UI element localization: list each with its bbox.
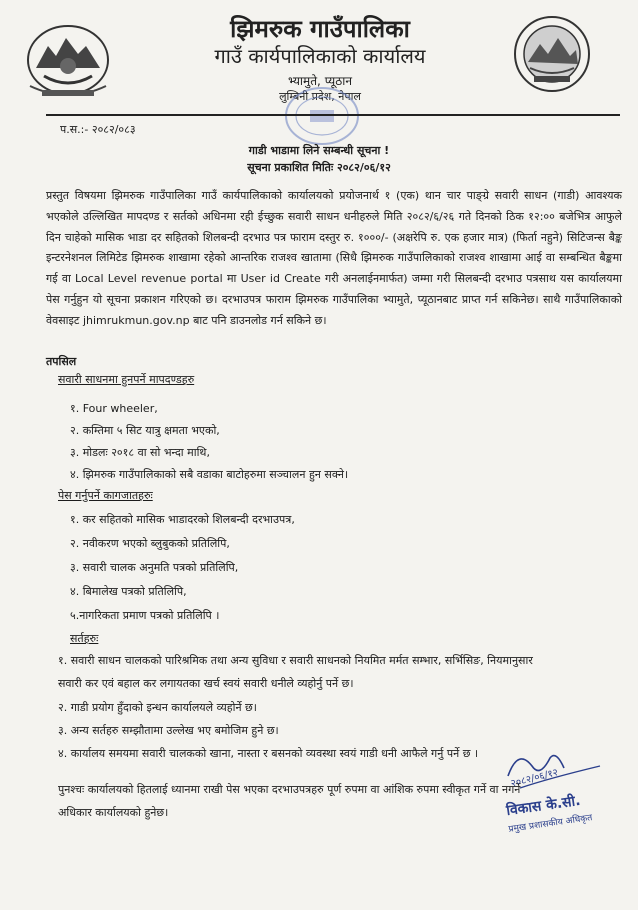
document-item: ५.नागरिकता प्रमाण पत्रको प्रतिलिपि । xyxy=(70,609,220,622)
signatory-designation: प्रमुख प्रशासकीय अधिकृत xyxy=(507,813,593,835)
header-divider xyxy=(46,114,620,116)
documents-heading: पेस गर्नुपर्ने कागजातहरुः xyxy=(58,489,153,502)
document-item: ३. सवारी चालक अनुमति पत्रको प्रतिलिपि, xyxy=(70,561,239,574)
header-subtitle: गाउँ कार्यपालिकाको कार्यालय xyxy=(214,44,426,68)
condition-item: १. सवारी साधन चालकको पारिश्रमिक तथा अन्य सुविधा र सवारी साधनको नियमित मर्मत सम्भार, सर्भिसिङ, नियमानुसार xyxy=(58,654,533,667)
criteria-item: १. Four wheeler, xyxy=(70,402,158,415)
header-place: भ्यामुते, प्यूठान xyxy=(287,74,353,88)
notice-title: गाडी भाडामा लिने सम्बन्धी सूचना ! xyxy=(248,144,390,157)
criteria-heading: सवारी साधनमा हुनपर्ने मापदण्डहरु xyxy=(58,373,195,386)
municipality-seal-icon xyxy=(512,14,592,94)
conditions-heading: सर्तहरुः xyxy=(70,632,99,645)
condition-item: ३. अन्य सर्तहरु सम्झौतामा उल्लेख भए बमोजिम हुने छ। xyxy=(58,724,279,737)
criteria-item: २. कम्तिमा ५ सिट यात्रु क्षमता भएको, xyxy=(70,424,220,437)
condition-item: २. गाडी प्रयोग हुँदाको इन्धन कार्यालयले व्यहोर्ने छ। xyxy=(58,701,257,714)
document-item: ४. बिमालेख पत्रको प्रतिलिपि, xyxy=(70,585,187,598)
signatory-name: विकास के.सी. xyxy=(505,792,582,820)
details-heading: तपसिल xyxy=(46,355,77,368)
reference-number: प.स.:- २०८२/०८३ xyxy=(60,123,136,136)
header-province: लुम्बिनी प्रदेश, नेपाल xyxy=(279,90,361,103)
condition-item: ४. कार्यालय समयमा सवारी चालकको खाना, नास्ता र बसनको व्यवस्था स्वयं गाडी धनी आफैले गर्नु पर्ने छ । xyxy=(58,747,479,760)
signature-date: २०८२/०६/१२ xyxy=(509,767,560,790)
condition-item-continued: सवारी कर एवं बहाल कर लगायतका खर्च स्वयं सवारी धनीले व्यहोर्नु पर्ने छ। xyxy=(58,677,354,690)
document-item: १. कर सहितको मासिक भाडादरको शिलबन्दी दरभाउपत्र, xyxy=(70,513,295,526)
header-title: झिमरुक गाउँपालिका xyxy=(230,15,410,43)
criteria-item: ३. मोडलः २०१८ वा सो भन्दा माथि, xyxy=(70,446,210,459)
closing-line: पुनश्चः कार्यालयको हितलाई ध्यानमा राखी पेस भएका दरभाउपत्रहरु पूर्ण रुपमा वा आंशिक रुपमा स्वीकृत गर्ने वा नगर्ने xyxy=(58,783,521,796)
office-stamp-icon xyxy=(282,84,362,148)
notice-date: सूचना प्रकाशित मितिः २०८२/०६/१२ xyxy=(247,161,391,174)
criteria-item: ४. झिमरुक गाउँपालिकाको सबै वडाका बाटोहरुमा सञ्चालन हुन सक्ने। xyxy=(70,468,349,481)
closing-line: अधिकार कार्यालयको हुनेछ। xyxy=(58,806,169,819)
body-paragraph: प्रस्तुत विषयमा झिमरुक गाउँपालिका गाउँ कार्यपालिकाको कार्यालयको प्रयोजनार्थ १ (एक) थान चार पाङ्ग्रे सवारी साधन (गाडी) आवश्यक भएकोले उल्लिखित मापदण्ड र सर्तको अधिनमा रही ईच्छुक सवारी साधन धनीहरुले मिति २०८२/६/२६ गते दिनको ठिक १२:०० बजेभित्र आफुले दिन चाहेको मासिक भाडा दर सहितको शिलबन्दी दरभाउ पत्र फाराम दस्तुर रु. १०००/- (अक्षरेपि रु. एक हजार मात्र) (फिर्ता नहुने) सिटिजन्स बैङ्क इन्टरनेशनल लिमिटेड झिमरुक शाखामा रहेको आन्तरिक राजश्व खातामा (सिधै झिमरुक गाउँपालिकाको राजश्व शाखामा आई वा सम्बन्धित बैङ्कमा गई वा Local Level revenue portal मा User id Create गरी अनलाईनमार्फत) जम्मा गरी सिलबन्दी दरभाउ पत्रसाथ यस कार्यालयमा पेस गर्नुहुन यो सूचना प्रकाशन गरिएको छ। दरभाउपत्र फाराम झिमरुक गाउँपालिका भ्यामुते, प्यूठानबाट प्राप्त गर्न सकिनेछ। साथै गाउँपालिकाको वेवसाइट jhimrukmun.gov.np बाट पनि डाउनलोड गर्न सकिने छ। xyxy=(46,189,622,327)
document-item: २. नवीकरण भएको ब्लुबुकको प्रतिलिपि, xyxy=(70,537,230,550)
nepal-government-emblem-icon xyxy=(22,20,114,102)
